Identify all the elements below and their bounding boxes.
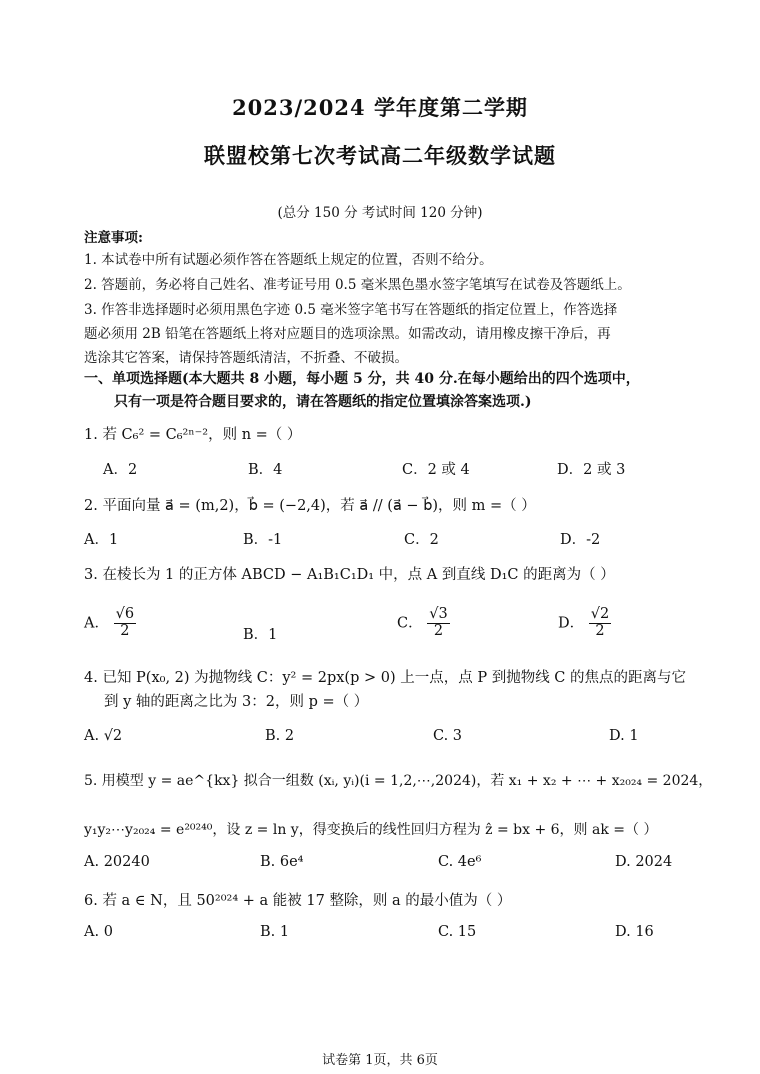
exam-subtitle: (总分 150 分 考试时间 120 分钟): [277, 205, 483, 221]
q3-option-d-label: D．: [558, 615, 585, 632]
q5-option-a: A. 20240: [84, 854, 150, 870]
q2-option-a: A．1: [84, 532, 119, 548]
q3-a-numerator: √6: [115, 606, 135, 622]
exam-title-line2: 联盟校第七次考试高二年级数学试题: [204, 143, 556, 168]
q4-option-c: C. 3: [433, 728, 463, 744]
question-5-line1: 5. 用模型 y = ae^{kx} 拟合一组数 (xᵢ, yᵢ)(i = 1,2,⋯,2024)，若 x₁ + x₂ + ⋯ + x₂₀₂₄ = 2024，: [84, 773, 713, 789]
question-1: 1. 若 C₆² = C₆²ⁿ⁻²，则 n =（ ）: [84, 427, 302, 443]
page-footer: 试卷第 1页，共 6页: [322, 1053, 438, 1068]
q3-d-denominator: 2: [595, 622, 605, 639]
section1-heading-line2: 只有一项是符合题目要求的，请在答题纸的指定位置填涂答案选项.): [114, 394, 532, 410]
q6-option-d: D. 16: [615, 924, 654, 940]
q3-option-a-label: A．: [84, 615, 109, 632]
q4-option-a: A. √2: [84, 728, 123, 744]
q6-option-a: A. 0: [84, 924, 113, 940]
q1-option-a: A．2: [103, 462, 138, 478]
q2-option-b: B．-1: [243, 532, 283, 548]
notes-line-3a: 3. 作答非选择题时必须用黑色字迹 0.5 毫米签字笔书写在答题纸的指定位置上，作答选择: [84, 302, 618, 318]
q3-option-a: [84, 607, 136, 640]
q5-option-b: B. 6e⁴: [260, 854, 304, 870]
question-3: 3. 在棱长为 1 的正方体 ABCD − A₁B₁C₁D₁ 中，点 A 到直线 D₁C 的距离为（ ）: [84, 567, 615, 583]
question-2: 2. 平面向量 a⃗ = (m,2)，b⃗ = (−2,4)，若 a⃗ // (a⃗ − b⃗)，则 m =（ ）: [84, 498, 536, 514]
q6-option-c: C. 15: [438, 924, 477, 940]
question-4-line2: 到 y 轴的距离之比为 3：2，则 p =（ ）: [104, 694, 369, 710]
q2-option-c: C．2: [404, 532, 439, 548]
q3-c-denominator: 2: [433, 622, 444, 639]
q5-option-c: C. 4e⁶: [438, 854, 482, 870]
notes-heading: 注意事项:: [84, 230, 143, 246]
q3-d-numerator: √2: [590, 606, 610, 622]
exam-title-line1: 2023/2024 学年度第二学期: [232, 95, 528, 120]
question-5-line2: y₁y₂⋯y₂₀₂₄ = e²⁰²⁴⁰，设 z = ln y，得变换后的线性回归方程为 ẑ = bx + 6，则 ak =（ ）: [84, 822, 658, 838]
q3-option-c-label: C．: [397, 615, 423, 632]
question-4-line1: 4. 已知 P(x₀, 2) 为抛物线 C：y² = 2px(p > 0) 上一点，点 P 到抛物线 C 的焦点的距离与它: [84, 670, 687, 686]
notes-line-3c: 选涂其它答案，请保持答题纸清洁，不折叠、不破损。: [84, 350, 408, 366]
q3-option-b: B．1: [243, 627, 278, 643]
q6-option-b: B. 1: [260, 924, 290, 940]
question-6: 6. 若 a ∈ N，且 50²⁰²⁴ + a 能被 17 整除，则 a 的最小值为（ ）: [84, 893, 512, 909]
q3-a-denominator: 2: [120, 622, 130, 639]
q3-option-c-fraction: [427, 607, 449, 640]
notes-line-3b: 题必须用 2B 铅笔在答题纸上将对应题目的选项涂黑。如需改动，请用橡皮擦干净后，再: [84, 326, 611, 342]
q2-option-d: D．-2: [560, 532, 601, 548]
q1-option-b: B．4: [248, 462, 283, 478]
q1-option-d: D．2 或 3: [557, 462, 626, 478]
q5-option-d: D. 2024: [615, 854, 673, 870]
notes-line-1: 1. 本试卷中所有试题必须作答在答题纸上规定的位置，否则不给分。: [84, 252, 493, 268]
notes-line-2: 2. 答题前，务必将自己姓名、准考证号用 0.5 毫米黑色墨水签字笔填写在试卷及答题纸上。: [84, 277, 631, 293]
section1-heading-line1: 一、单项选择题(本大题共 8 小题，每小题 5 分，共 40 分.在每小题给出的四个选项中，: [84, 371, 640, 387]
q4-option-b: B. 2: [265, 728, 295, 744]
q3-c-numerator: √3: [429, 606, 448, 622]
q3-option-d-fraction: [589, 607, 611, 640]
q3-option-d: [558, 607, 611, 640]
q3-option-c: [397, 607, 450, 640]
q4-option-d: D. 1: [609, 728, 639, 744]
q1-option-c: C．2 或 4: [402, 462, 470, 478]
q3-option-a-fraction: [114, 607, 136, 640]
